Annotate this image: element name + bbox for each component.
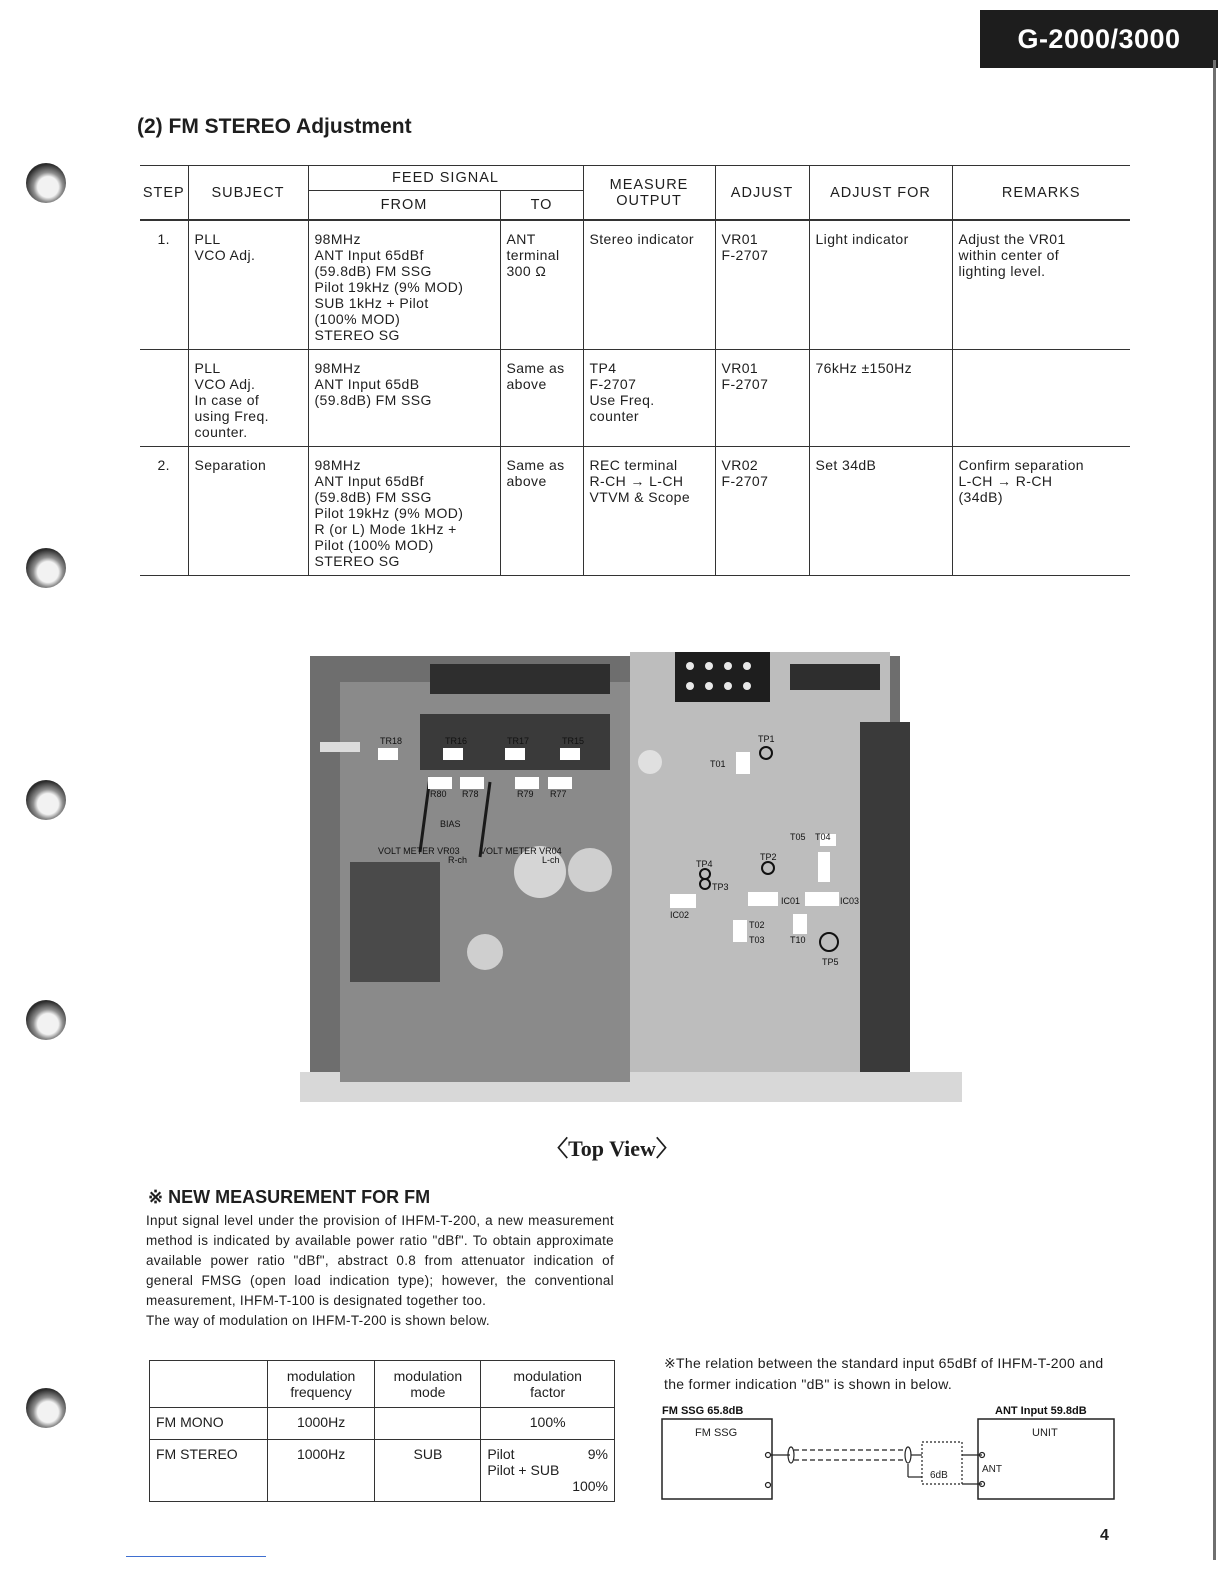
cell-to: Same as above [500,447,583,576]
pilot-value: 9% [587,1446,608,1462]
cell-to: ANT terminal 300 Ω [500,220,583,350]
label-tp4: TP4 [696,859,713,869]
binder-hole [26,1000,66,1040]
fm-stereo-adjustment-table [140,165,1130,576]
label-r78: R78 [462,789,479,799]
cell-adjust: VR01 F-2707 [715,350,809,447]
label-t01: T01 [710,759,726,769]
mod-cell-name: FM MONO [150,1408,268,1440]
header-from: FROM [308,191,500,221]
pilot-label: Pilot [487,1446,515,1462]
mod-cell-mode [375,1408,481,1440]
mod-cell-mode: SUB [375,1440,481,1502]
label-tp5: TP5 [822,957,839,967]
label-vm-left-sub: R-ch [448,855,468,865]
right-edge-rule [1213,60,1216,1560]
table-row [150,1408,615,1440]
pilot-sub-value: 100% [572,1478,608,1494]
new-measurement-body [146,1211,614,1331]
cell-measure: TP4 F-2707 Use Freq. counter [583,350,715,447]
cell-from: 98MHz ANT Input 65dBf (59.8dB) FM SSG Pilot 19kHz (9% MOD) SUB 1kHz + Pilot (100% MOD) STEREO SG [308,220,500,350]
cell-subject: PLL VCO Adj. In case of using Freq. counter. [188,350,308,447]
bottom-rule [126,1556,266,1557]
label-tp1: TP1 [758,734,775,744]
mod-cell-name: FM STEREO [150,1440,268,1502]
label-t10: T10 [790,935,806,945]
binder-hole [26,548,66,588]
table-row [140,447,1130,576]
binder-hole [26,1388,66,1428]
chassis-top-view-photo [300,622,962,1110]
label-r79: R79 [517,789,534,799]
new-measurement-title: ※ NEW MEASUREMENT FOR FM [148,1187,431,1207]
cell-adjust: VR01 F-2707 [715,220,809,350]
cell-from: 98MHz ANT Input 65dBf (59.8dB) FM SSG Pilot 19kHz (9% MOD) R (or L) Mode 1kHz + Pilot (100% MOD) STEREO SG [308,447,500,576]
cell-adjust-for: Light indicator [809,220,952,350]
binder-hole [26,780,66,820]
page-number: 4 [1100,1527,1109,1544]
label-ant-input-level: ANT Input 59.8dB [995,1405,1087,1417]
label-r80: R80 [430,789,447,799]
cell-step: 2. [140,447,188,576]
new-measurement-paragraph: Input signal level under the provision of IHFM-T-200, a new measurement method is indicated by available power ratio "dBf". To obtain approximate available power ratio "dBf", abstract 0.8 from attenuator indication of general FMSG (open load indication type); however, the conventional measurement, IHFM-T-100 is designated together too. [146,1213,614,1308]
label-t02: T02 [749,920,765,930]
cell-remarks [952,350,1130,447]
cell-subject: PLL VCO Adj. [188,220,308,350]
header-step: STEP [140,166,188,221]
label-fm-ssg-level: FM SSG 65.8dB [662,1405,744,1417]
cell-remarks: Adjust the VR01 within center of lighting level. [952,220,1130,350]
cell-remarks: Confirm separation L-CH → R-CH (34dB) [952,447,1130,576]
table-row [140,350,1130,447]
header-adjust: ADJUST [715,166,809,221]
ant-label: ANT [982,1464,1002,1475]
section-title: (2) FM STEREO Adjustment [137,115,412,138]
mod-cell-frequency: 1000Hz [267,1440,375,1502]
pilot-sub-label: Pilot + SUB [487,1462,560,1478]
label-vm-right-sub: L-ch [542,855,560,865]
mod-header-blank [150,1361,268,1408]
mod-cell-factor [481,1440,615,1502]
cell-to: Same as above [500,350,583,447]
new-measurement-paragraph: The way of modulation on IHFM-T-200 is shown below. [146,1313,490,1328]
cell-step [140,350,188,447]
cell-adjust-for: Set 34dB [809,447,952,576]
cell-measure: REC terminal R-CH → L-CH VTVM & Scope [583,447,715,576]
header-subject: SUBJECT [188,166,308,221]
binder-hole [26,163,66,203]
cell-adjust: VR02 F-2707 [715,447,809,576]
mod-header-factor: modulation factor [481,1361,615,1408]
label-vm-left: VOLT METER VR03 [378,846,460,856]
header-remarks: REMARKS [952,166,1130,221]
mod-cell-frequency: 1000Hz [267,1408,375,1440]
header-measure-output: MEASURE OUTPUT [583,166,715,221]
table-row [150,1440,615,1502]
label-vm-right: VOLT METER VR04 [480,846,562,856]
header-feed-signal: FEED SIGNAL [308,166,583,191]
label-tp2: TP2 [760,852,777,862]
label-t03: T03 [749,935,765,945]
label-r77: R77 [550,789,567,799]
cell-measure: Stereo indicator [583,220,715,350]
header-adjust-for: ADJUST FOR [809,166,952,221]
label-t04: T04 [815,832,831,842]
cell-from: 98MHz ANT Input 65dB (59.8dB) FM SSG [308,350,500,447]
label-tr18: TR18 [380,736,403,746]
header-to: TO [500,191,583,221]
modulation-table [149,1360,615,1502]
photo-caption: 〈Top View〉 [546,1136,678,1161]
label-ic02: IC02 [670,910,690,920]
label-tr16: TR16 [445,736,468,746]
label-ic01: IC01 [781,896,801,906]
mod-header-frequency: modulation frequency [267,1361,375,1408]
cell-adjust-for: 76kHz ±150Hz [809,350,952,447]
label-tp3: TP3 [712,882,729,892]
label-tr17: TR17 [507,736,530,746]
label-t05: T05 [790,832,806,842]
label-bias: BIAS [440,819,461,829]
unit-box-label: UNIT [1032,1427,1058,1439]
cell-step: 1. [140,220,188,350]
table-row [140,220,1130,350]
mod-cell-factor: 100% [481,1408,615,1440]
signal-connection-diagram [660,1402,1120,1506]
label-tr15: TR15 [562,736,585,746]
model-tag: G-2000/3000 [980,10,1218,68]
cell-subject: Separation [188,447,308,576]
attenuator-label: 6dB [930,1470,948,1481]
fm-ssg-box-label: FM SSG [695,1427,738,1439]
relation-note: ※The relation between the standard input 65dBf of IHFM-T-200 and the former indication "dB" is shown in below. [664,1355,1104,1392]
label-ic03: IC03 [840,896,860,906]
mod-header-mode: modulation mode [375,1361,481,1408]
